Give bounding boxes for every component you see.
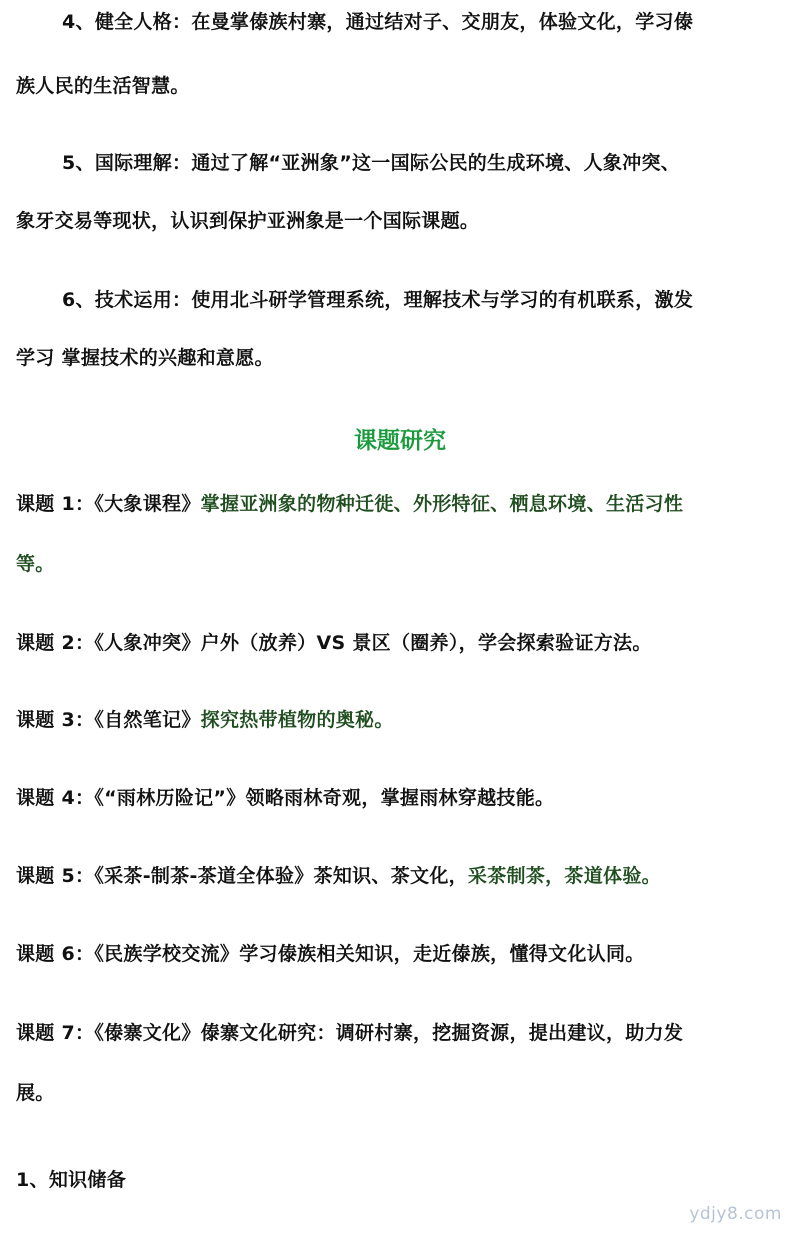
- topic-2: [0, 630, 800, 656]
- goal-item-4-line-2: 族人民的生活智慧。: [16, 75, 190, 97]
- topic-4-label: 课题 4：《“雨林历险记”》: [16, 787, 246, 809]
- watermark: ydjy8.com: [689, 1204, 782, 1224]
- topic-6-desc: 学习傣族相关知识，走近傣族，懂得文化认同。: [239, 943, 645, 965]
- topic-6: [0, 941, 800, 967]
- topic-1-line-1: [0, 491, 800, 517]
- goal-item-6-line-1: 6、技术运用：使用北斗研学管理系统，理解技术与学习的有机联系，激发: [62, 289, 694, 311]
- topic-3-label: 课题 3：《自然笔记》: [16, 709, 201, 731]
- topic-3: [0, 707, 800, 733]
- topic-5-desc-b: 采茶制茶，茶道体验。: [467, 865, 661, 887]
- section-heading-research: 课题研究: [354, 428, 446, 454]
- topic-4-desc: 领略雨林奇观，掌握雨林穿越技能。: [245, 787, 555, 809]
- topic-7-line-2: 展。: [16, 1082, 55, 1104]
- goal-item-5-line-2: 象牙交易等现状，认识到保护亚洲象是一个国际课题。: [16, 210, 480, 232]
- topic-2-label: 课题 2：《人象冲突》: [16, 632, 201, 654]
- topic-1-label: 课题 1：《大象课程》: [16, 493, 201, 515]
- topic-5-desc-a: 茶知识、茶文化，: [313, 865, 468, 887]
- topic-4: [0, 785, 800, 811]
- goal-item-4-line-1: 4、健全人格：在曼掌傣族村寨，通过结对子、交朋友，体验文化，学习傣: [62, 11, 694, 33]
- topic-6-label: 课题 6：《民族学校交流》: [16, 943, 240, 965]
- topic-2-desc: 户外（放养）VS 景区（圈养），学会探索验证方法。: [200, 632, 652, 654]
- topic-5: [0, 863, 800, 889]
- topic-7-line-1: [0, 1020, 800, 1046]
- topic-7-label: 课题 7：《傣寨文化》: [16, 1022, 201, 1044]
- topic-5-label: 课题 5：《采茶-制茶-茶道全体验》: [16, 865, 314, 887]
- goal-item-5-line-1: 5、国际理解：通过了解“亚洲象”这一国际公民的生成环境、人象冲突、: [62, 152, 681, 174]
- section-heading-knowledge: 1、知识储备: [16, 1169, 127, 1191]
- topic-7-desc: 傣寨文化研究：调研村寨，挖掘资源，提出建议，助力发: [200, 1022, 684, 1044]
- topic-1-desc: 掌握亚洲象的物种迁徙、外形特征、栖息环境、生活习性: [200, 493, 684, 515]
- topic-3-desc: 探究热带植物的奥秘。: [200, 709, 394, 731]
- goal-item-6-line-2: 学习 掌握技术的兴趣和意愿。: [16, 347, 274, 369]
- topic-1-line-2: 等。: [16, 553, 55, 575]
